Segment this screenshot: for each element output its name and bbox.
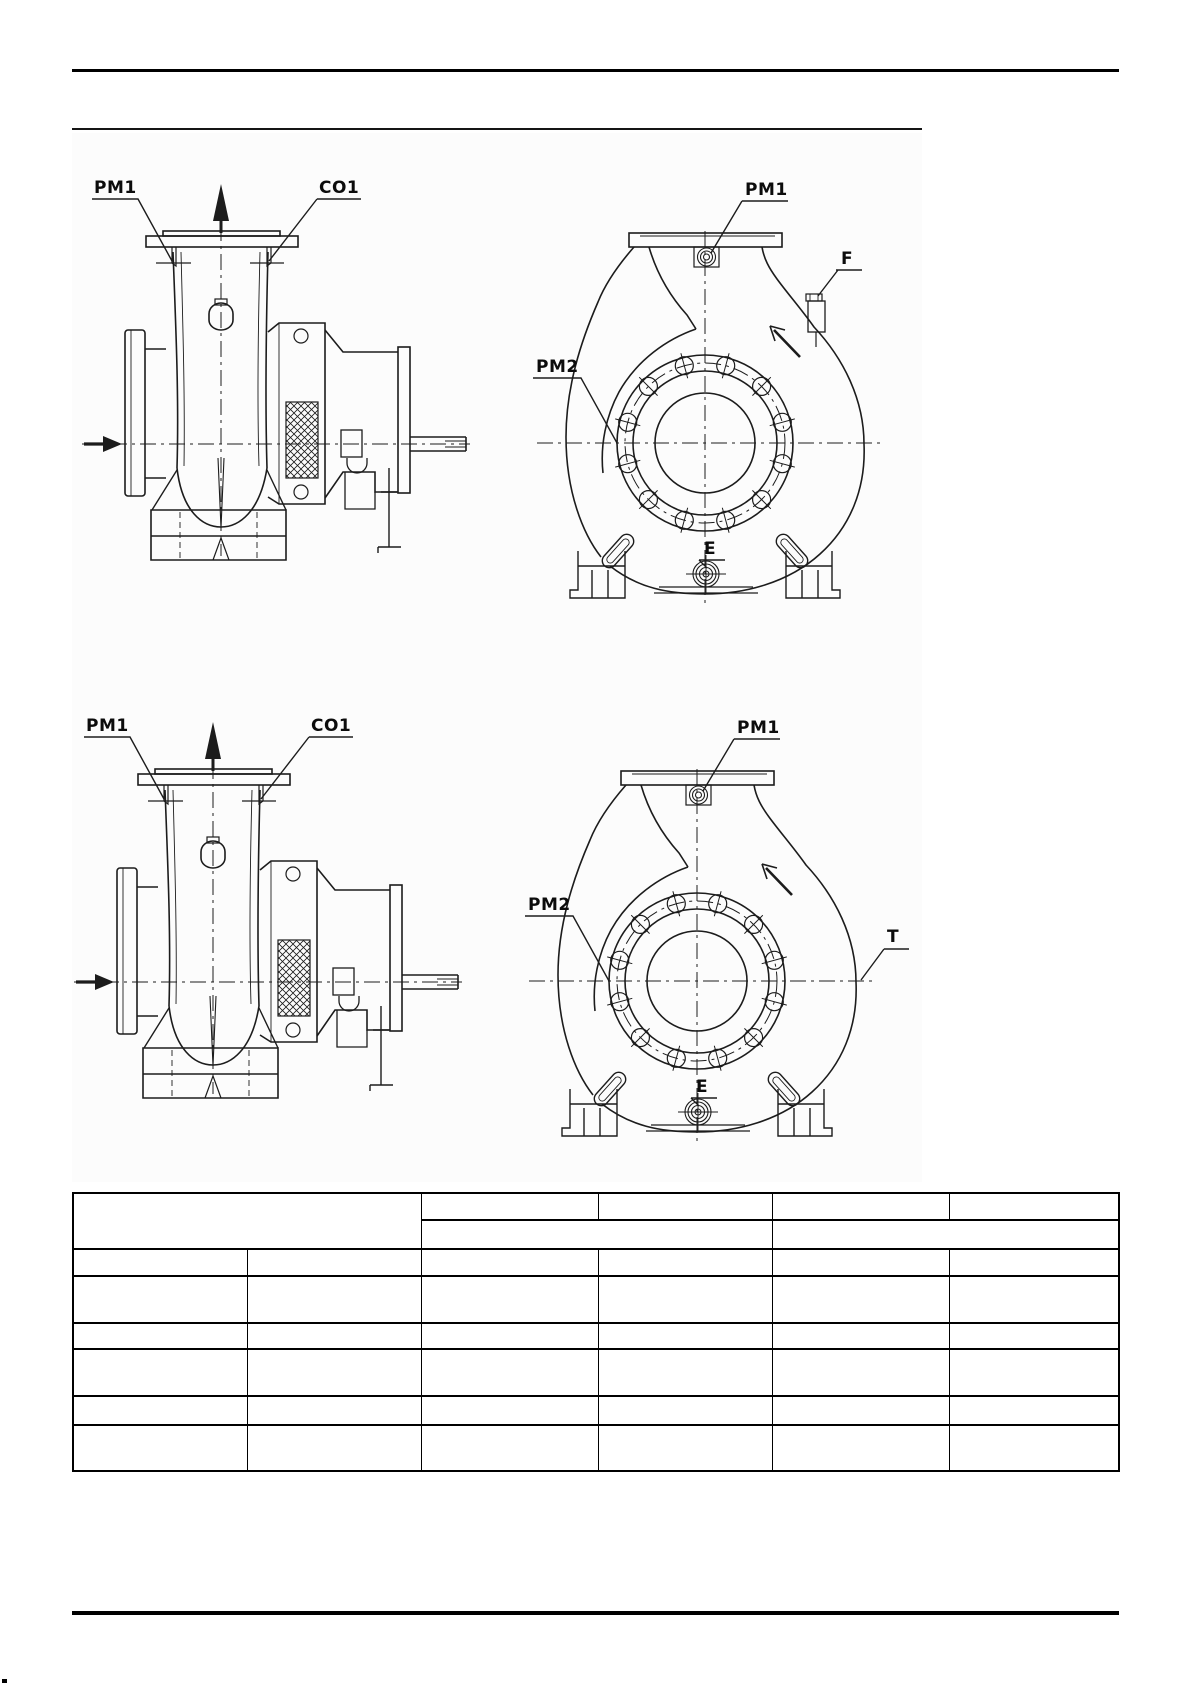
spec-table bbox=[72, 1192, 1120, 1472]
table-cell bbox=[949, 1193, 1119, 1220]
table-cell bbox=[949, 1323, 1119, 1349]
label-e-top-front: E bbox=[704, 539, 717, 559]
label-pm1-bottom-side: PM1 bbox=[86, 716, 129, 736]
figure-area bbox=[72, 133, 922, 1182]
table-cell bbox=[598, 1249, 772, 1276]
table-cell bbox=[772, 1193, 949, 1220]
table-row bbox=[73, 1249, 1119, 1276]
table-row bbox=[73, 1323, 1119, 1349]
label-pm1-top-side: PM1 bbox=[94, 178, 137, 198]
table-cell bbox=[73, 1396, 247, 1425]
table-cell bbox=[772, 1249, 949, 1276]
table-cell bbox=[421, 1249, 598, 1276]
top-rule bbox=[72, 69, 1119, 72]
f-fitting bbox=[806, 270, 862, 347]
label-pm2-top-front: PM2 bbox=[536, 357, 579, 377]
table-cell bbox=[598, 1193, 772, 1220]
table-cell bbox=[598, 1323, 772, 1349]
label-pm1-top-front: PM1 bbox=[745, 180, 788, 200]
table-cell bbox=[598, 1276, 772, 1323]
label-f-top-front: F bbox=[841, 249, 854, 269]
table-cell bbox=[772, 1349, 949, 1396]
pump-diagrams bbox=[72, 133, 922, 1182]
table-cell bbox=[247, 1425, 421, 1471]
label-e-bottom-front: E bbox=[696, 1077, 709, 1097]
label-co1-top-side: CO1 bbox=[319, 178, 360, 198]
table-cell bbox=[772, 1396, 949, 1425]
label-t-bottom-front: T bbox=[887, 927, 900, 947]
table-cell bbox=[73, 1193, 421, 1249]
table-cell bbox=[772, 1323, 949, 1349]
table-cell bbox=[421, 1193, 598, 1220]
table-cell bbox=[247, 1349, 421, 1396]
bottom-rule bbox=[72, 1611, 1119, 1615]
table-cell bbox=[73, 1276, 247, 1323]
table-cell bbox=[421, 1425, 598, 1471]
table-cell bbox=[73, 1425, 247, 1471]
table-cell bbox=[421, 1396, 598, 1425]
table-row bbox=[73, 1425, 1119, 1471]
side-view-bottom bbox=[74, 722, 462, 1098]
table-cell bbox=[421, 1220, 772, 1249]
table-cell bbox=[772, 1276, 949, 1323]
table-cell bbox=[772, 1220, 1119, 1249]
label-pm2-bottom-front: PM2 bbox=[528, 895, 571, 915]
table-cell bbox=[949, 1249, 1119, 1276]
table-cell bbox=[421, 1276, 598, 1323]
label-pm1-bottom-front: PM1 bbox=[737, 718, 780, 738]
table-cell bbox=[73, 1249, 247, 1276]
t-leader bbox=[861, 949, 909, 980]
label-co1-bottom-side: CO1 bbox=[311, 716, 352, 736]
table-cell bbox=[772, 1425, 949, 1471]
table-cell bbox=[247, 1276, 421, 1323]
table-cell bbox=[949, 1349, 1119, 1396]
table-cell bbox=[949, 1425, 1119, 1471]
table-cell bbox=[73, 1323, 247, 1349]
table-cell bbox=[247, 1396, 421, 1425]
table-cell bbox=[598, 1425, 772, 1471]
table-cell bbox=[247, 1249, 421, 1276]
table-row bbox=[73, 1193, 1119, 1220]
table-row bbox=[73, 1276, 1119, 1323]
table-row bbox=[73, 1396, 1119, 1425]
table-cell bbox=[421, 1323, 598, 1349]
table-cell bbox=[73, 1349, 247, 1396]
side-view-top bbox=[82, 184, 470, 560]
stray-mark bbox=[2, 1679, 7, 1683]
table-row bbox=[73, 1349, 1119, 1396]
section-rule bbox=[72, 128, 922, 130]
table-cell bbox=[949, 1276, 1119, 1323]
table-cell bbox=[598, 1396, 772, 1425]
table-cell bbox=[247, 1323, 421, 1349]
table-cell bbox=[598, 1349, 772, 1396]
table-cell bbox=[421, 1349, 598, 1396]
table-cell bbox=[949, 1396, 1119, 1425]
